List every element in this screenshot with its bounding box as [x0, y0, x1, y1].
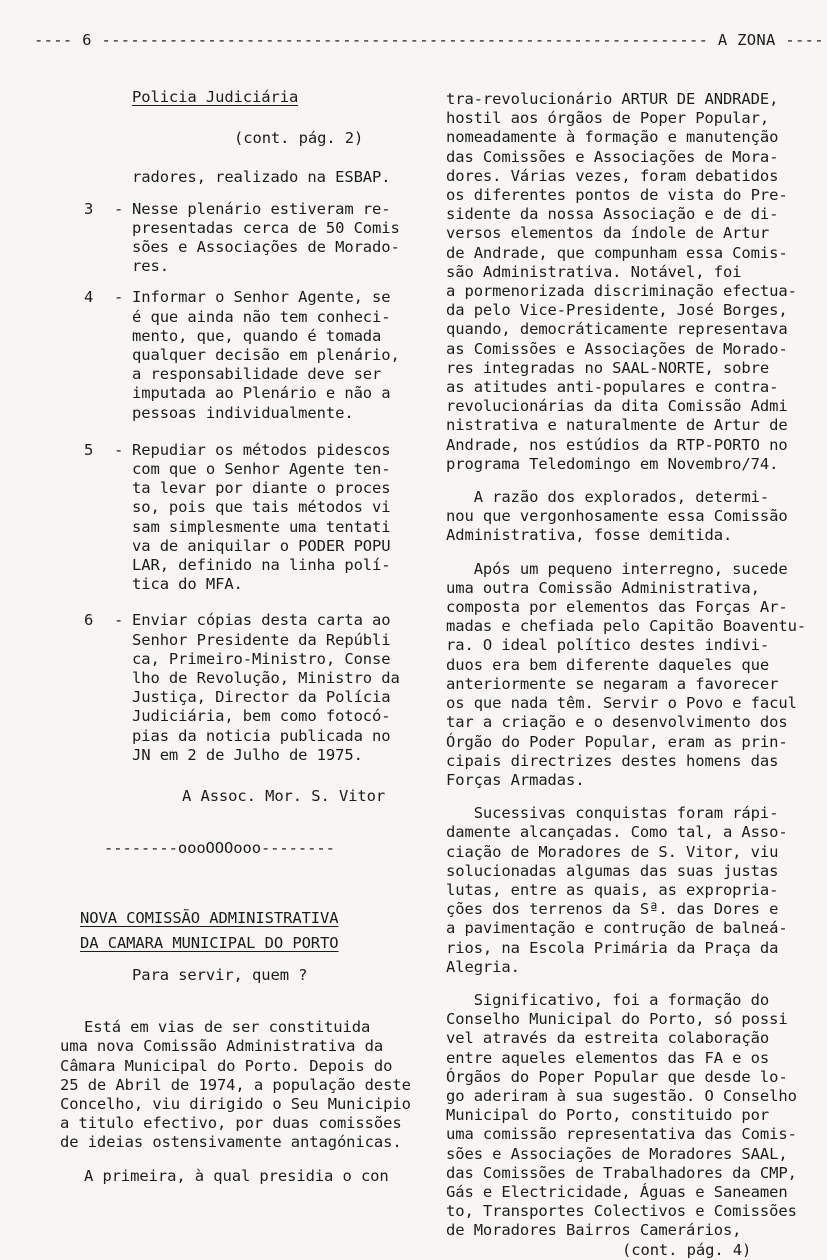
continued-on-note: (cont. pág. 4): [622, 1240, 752, 1259]
signature: A Assoc. Mor. S. Vitor: [182, 787, 386, 806]
continued-from-note: (cont. pág. 2): [234, 129, 364, 148]
section-heading-nova-comissao-line2: DA CAMARA MUNICIPAL DO PORTO: [80, 933, 339, 952]
paragraph: Após um pequeno interregno, sucede uma outra Comissão Administrativa, composta por elementos das Forças Ar- madas e chefiada pelo Capitão Boaventu- ra. O ideal político destes indivi- duos era bem diferente daqueles que anteriormente se negaram a favorecer os que nada têm. Servir o Povo e facul tar a criação e o desenvolvimento dos Órgão do Poder Popular, eram as prin- cipais directrizes destes homens das Forças Armadas.: [446, 559, 807, 789]
list-item: 3 - Nesse plenário estiveram re- presentadas cerca de 50 Comis sões e Associações de Morado- res.: [84, 199, 400, 276]
paragraph: Está em vias de ser constituida uma nova Comissão Administrativa da Câmara Municipal do Porto. Depois do 25 de Abril de 1974, a população deste Concelho, viu dirigido o Seu Municipio a titulo efectivo, por duas comissões de ideias ostensivamente antagónicas.: [60, 1018, 411, 1152]
page-header: ---- 6 --------------------------------------------------------------- A ZONA ----: [34, 31, 824, 49]
list-item: 4 - Informar o Senhor Agente, se é que ainda não tem conheci- mento, que, quando é tomada qualquer decisão em plenário, a responsabilidade deve ser imputada ao Plenário e não a pessoas individualmente.: [84, 288, 400, 422]
publication-title: A ZONA: [717, 31, 776, 49]
paragraph: Significativo, foi a formação do Conselho Municipal do Porto, só possi vel através da estreita colaboração entre aqueles elementos das FA e os Órgãos do Poper Popular que desde lo- go aderiram à sua sugestão. O Conselho Municipal do Porto, constituido por uma comissão representativa das Comis- sões e Associações de Moradores SAAL, das Comissões de Trabalhadores da CMP, Gás e Electricidade, Águas e Saneamen to, Transportes Colectivos e Comissões de Moradores Bairros Camerários,: [446, 990, 797, 1240]
section-separator: --------oooOOOooo--------: [104, 839, 335, 858]
section-heading-nova-comissao-line1: NOVA COMISSÃO ADMINISTRATIVA: [80, 908, 339, 927]
list-item: 6 - Enviar cópias desta carta ao Senhor Presidente da Repúbli ca, Primeiro-Ministro, Conse lho de Revolução, Ministro da Justiça, Director da Polícia Judiciária, bem como fotocó- pias da noticia publicada no JN em 2 de Julho de 1975.: [84, 611, 400, 764]
list-item: 5 - Repudiar os métodos pidescos com que o Senhor Agente ten- ta levar por diante o proces so, pois que tais métodos vi sam simplesmente uma tentati va de aniquilar o PODER POPU LAR, definido na linha polí- tica do MFA.: [84, 440, 391, 594]
section-subtitle: Para servir, quem ?: [132, 965, 308, 984]
paragraph: A razão dos explorados, determi- nou que vergonhosamente essa Comissão Administrativa, fosse demitida.: [446, 488, 788, 545]
paragraph-start: A primeira, à qual presidia o con: [84, 1166, 389, 1185]
section-heading-policia: Policia Judiciária: [132, 88, 299, 106]
right-column: [446, 90, 824, 1260]
paragraph: Sucessivas conquistas foram rápi- damente alcançadas. Como tal, a Asso- ciação de Moradores de S. Vitor, viu solucionadas algumas das suas justas lutas, entre as quais, as expropria- ções dos terrenos da Sª. das Dores e a pavimentação e contrução de balneá- rios, na Escola Primária da Praça da Alegria.: [446, 804, 788, 976]
intro-line: radores, realizado na ESBAP.: [132, 168, 391, 187]
page-number: 6: [82, 31, 92, 49]
paragraph: tra-revolucionário ARTUR DE ANDRADE, hostil aos órgãos de Poper Popular, nomeadamente à formação e manutenção das Comissões e Associações de Mora- dores. Várias vezes, foram debatidos os diferentes pontos de vista do Pre- sidente da nossa Associação e de di- versos elementos da índole de Artur de Andrade, que compunham essa Comis- são Administrativa. Notável, foi a pormenorizada discriminação efectua- da pelo Vice-Presidente, José Borges, quando, democráticamente representava as Comissões e Associações de Morado- res integradas no SAAL-NORTE, sobre as atitudes anti-populares e contra- revolucionárias da dita Comissão Admi nistrativa e naturalmente de Artur de Andrade, nos estúdios da RTP-PORTO no programa Teledomingo em Novembro/74.: [446, 90, 797, 473]
left-column: [60, 88, 414, 1186]
